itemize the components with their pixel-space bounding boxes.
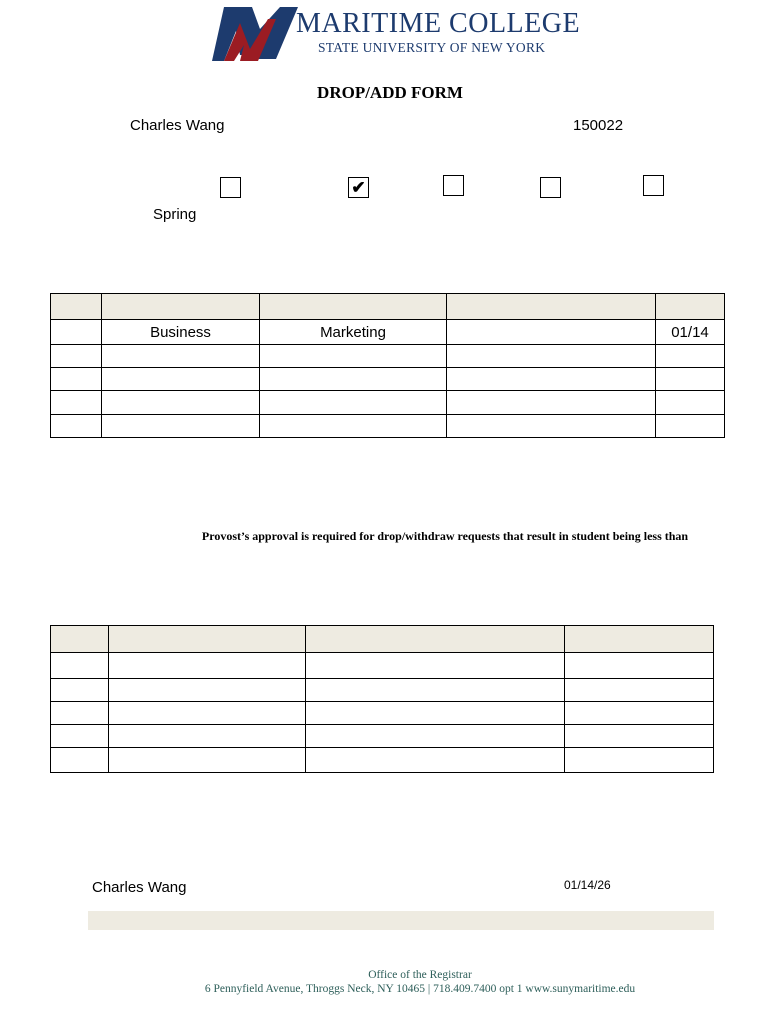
semester-checkbox-4[interactable]	[540, 177, 561, 198]
table-cell	[447, 294, 656, 320]
table-row	[51, 391, 725, 415]
table-cell[interactable]	[260, 415, 447, 438]
table-cell[interactable]	[260, 368, 447, 391]
semester-checkbox-2[interactable]: ✔	[348, 177, 369, 198]
table-cell	[51, 294, 102, 320]
table-row	[51, 748, 714, 773]
footer-address: 6 Pennyfield Avenue, Throggs Neck, NY 10465 | 718.409.7400 opt 1 www.sunymaritime.edu	[204, 983, 636, 995]
table-cell[interactable]	[656, 345, 725, 368]
table-row	[51, 415, 725, 438]
table-cell[interactable]: Business	[102, 320, 260, 345]
signature-name: Charles Wang	[92, 879, 187, 896]
table-cell[interactable]: 01/14	[656, 320, 725, 345]
table-cell[interactable]	[51, 748, 109, 773]
table-cell[interactable]	[447, 415, 656, 438]
table-cell	[51, 626, 109, 653]
student-id: 150022	[573, 117, 624, 134]
table-row	[51, 702, 714, 725]
table-cell	[565, 626, 714, 653]
table-cell[interactable]	[306, 725, 565, 748]
table-cell[interactable]	[447, 391, 656, 415]
table-cell[interactable]	[51, 679, 109, 702]
table-header-row	[51, 626, 714, 653]
table-cell	[306, 626, 565, 653]
semester-label: Spring	[153, 206, 197, 223]
table-cell[interactable]	[306, 679, 565, 702]
table-row	[51, 368, 725, 391]
table-cell[interactable]	[447, 320, 656, 345]
table-cell[interactable]	[109, 702, 306, 725]
table-cell[interactable]	[565, 748, 714, 773]
table-cell[interactable]	[51, 725, 109, 748]
table-cell[interactable]	[656, 368, 725, 391]
approval-shaded-band	[88, 911, 714, 930]
table-cell	[260, 294, 447, 320]
table-row	[51, 725, 714, 748]
table-header-row	[51, 294, 725, 320]
table-cell[interactable]	[51, 345, 102, 368]
table-cell[interactable]	[306, 702, 565, 725]
table-cell	[102, 294, 260, 320]
table-cell[interactable]	[109, 653, 306, 679]
signature-date: 01/14/26	[564, 878, 611, 892]
college-name: MARITIME COLLEGE	[296, 8, 581, 39]
footer-office: Office of the Registrar	[368, 969, 472, 981]
semester-checkbox-5[interactable]	[643, 175, 664, 196]
table-cell[interactable]	[565, 725, 714, 748]
table-row	[51, 679, 714, 702]
table-cell[interactable]	[102, 415, 260, 438]
form-title: DROP/ADD FORM	[317, 83, 463, 102]
table-cell[interactable]	[102, 345, 260, 368]
table-cell	[656, 294, 725, 320]
maritime-logo-icon	[210, 5, 300, 63]
table-cell[interactable]	[102, 391, 260, 415]
table-cell[interactable]	[306, 653, 565, 679]
add-courses-table	[50, 293, 725, 438]
table-cell[interactable]	[306, 748, 565, 773]
table-cell[interactable]	[565, 702, 714, 725]
student-name: Charles Wang	[130, 117, 225, 134]
university-name: STATE UNIVERSITY OF NEW YORK	[318, 40, 546, 55]
table-row	[51, 320, 725, 345]
table-cell[interactable]	[51, 653, 109, 679]
table-cell[interactable]	[656, 415, 725, 438]
table-cell[interactable]	[109, 725, 306, 748]
table-row	[51, 345, 725, 368]
semester-checkbox-1[interactable]	[220, 177, 241, 198]
table-cell[interactable]	[447, 345, 656, 368]
table-cell[interactable]	[447, 368, 656, 391]
table-cell[interactable]	[565, 653, 714, 679]
table-cell[interactable]: Marketing	[260, 320, 447, 345]
provost-approval-notice: Provost’s approval is required for drop/withdraw requests that result in student being less than	[201, 529, 689, 543]
table-cell[interactable]	[102, 368, 260, 391]
table-cell[interactable]	[260, 345, 447, 368]
table-cell[interactable]	[51, 368, 102, 391]
table-row	[51, 653, 714, 679]
table-cell[interactable]	[109, 679, 306, 702]
table-cell[interactable]	[565, 679, 714, 702]
table-cell[interactable]	[260, 391, 447, 415]
table-cell[interactable]	[656, 391, 725, 415]
table-cell[interactable]	[51, 415, 102, 438]
drop-courses-table	[50, 625, 714, 773]
table-cell[interactable]	[51, 391, 102, 415]
table-cell	[109, 626, 306, 653]
table-cell[interactable]	[51, 320, 102, 345]
semester-checkbox-3[interactable]	[443, 175, 464, 196]
table-cell[interactable]	[51, 702, 109, 725]
table-cell[interactable]	[109, 748, 306, 773]
